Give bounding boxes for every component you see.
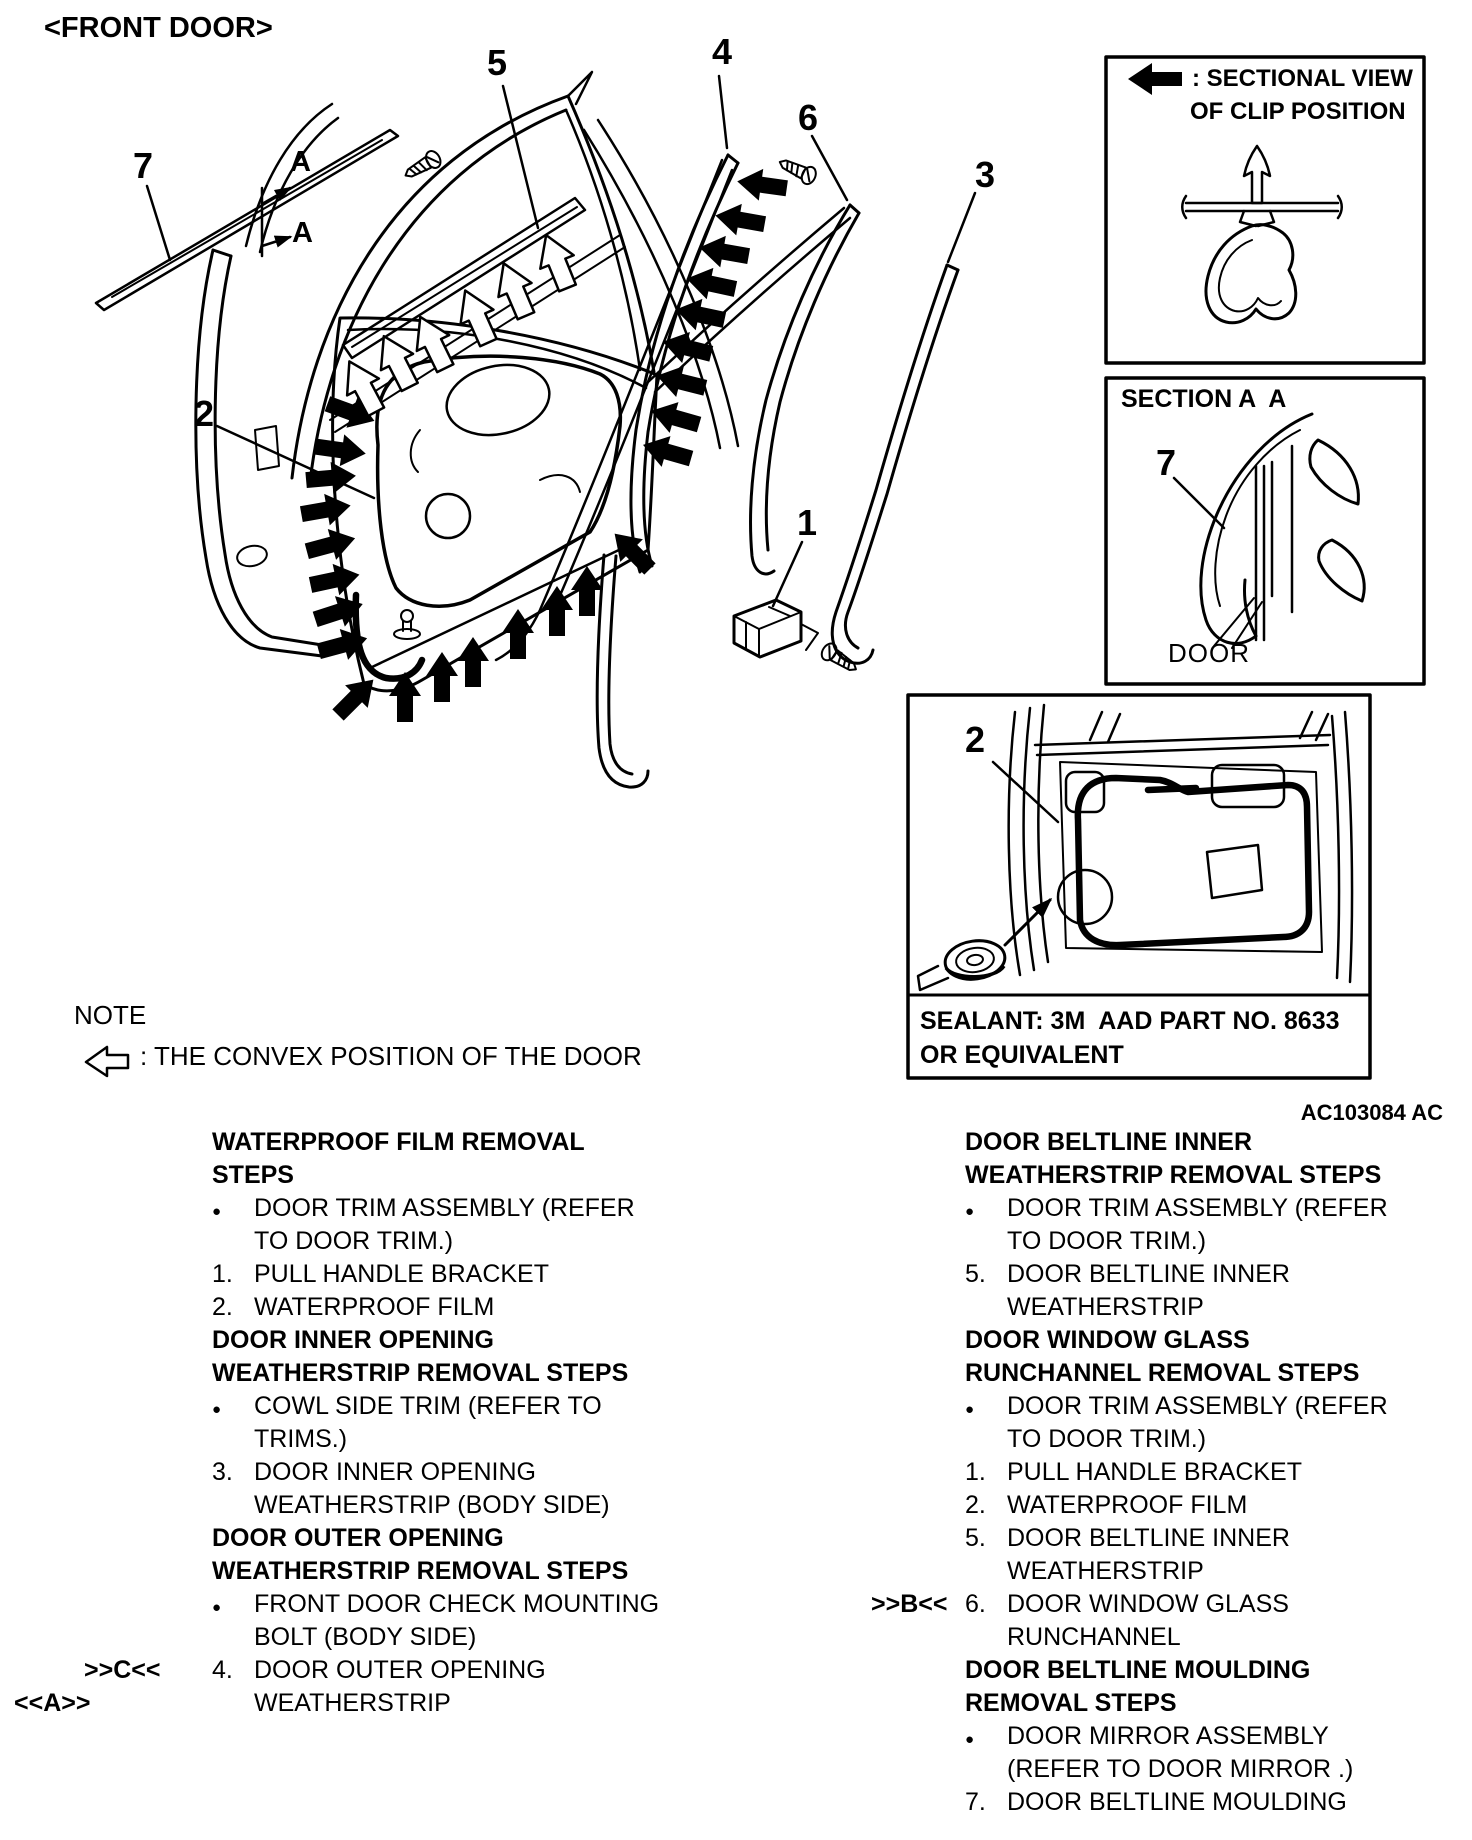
bullet-icon: ● <box>965 1731 975 1748</box>
callout-5: 5 <box>486 42 508 83</box>
step-heading-line <box>212 1324 772 1357</box>
step-line <box>212 1225 772 1258</box>
callout-3: 3 <box>974 154 996 195</box>
step-line <box>212 1390 772 1423</box>
step-line <box>212 1291 772 1324</box>
section-aa-title: SECTION A A <box>1121 385 1287 413</box>
procedure-marker: <<A>> <box>14 1689 91 1717</box>
step-text: TO DOOR TRIM.) <box>1007 1425 1207 1453</box>
step-text: WEATHERSTRIP <box>1007 1293 1204 1321</box>
step-text: WEATHERSTRIP REMOVAL STEPS <box>212 1359 629 1387</box>
section-label-a1: A <box>290 146 311 178</box>
step-text: TRIMS.) <box>254 1425 348 1453</box>
step-line <box>212 1192 772 1225</box>
sealant-caption-line2: OR EQUIVALENT <box>920 1041 1124 1069</box>
bullet-icon: ● <box>212 1401 222 1418</box>
bullet-icon: ● <box>965 1203 975 1220</box>
step-text: DOOR OUTER OPENING <box>212 1524 504 1552</box>
step-heading-line <box>212 1555 772 1588</box>
note-heading: NOTE <box>74 1000 147 1030</box>
clip-legend-line2: OF CLIP POSITION <box>1190 98 1406 125</box>
step-number: 2. <box>965 1491 986 1519</box>
step-text: PULL HANDLE BRACKET <box>254 1260 549 1288</box>
step-number: 1. <box>212 1260 233 1288</box>
step-line <box>212 1456 772 1489</box>
step-line <box>965 1489 1465 1522</box>
step-line <box>965 1192 1465 1225</box>
step-text: DOOR BELTLINE INNER <box>1007 1260 1290 1288</box>
bullet-icon: ● <box>212 1203 222 1220</box>
bullet-icon: ● <box>965 1401 975 1418</box>
step-line <box>965 1555 1465 1588</box>
step-heading-line <box>965 1159 1465 1192</box>
step-heading-line <box>965 1654 1465 1687</box>
door-label: DOOR <box>1168 638 1250 668</box>
step-line <box>965 1390 1465 1423</box>
step-line <box>965 1753 1465 1786</box>
step-heading-line <box>212 1126 772 1159</box>
step-line <box>212 1258 772 1291</box>
convex-arrow-spacer <box>84 1040 130 1072</box>
section-callout-7: 7 <box>1155 442 1177 483</box>
step-text: RUNCHANNEL <box>1007 1623 1181 1651</box>
step-number: 4. <box>212 1656 233 1684</box>
sealant-callout-2: 2 <box>964 719 986 760</box>
procedure-marker: >>C<< <box>84 1656 161 1684</box>
step-text: DOOR TRIM ASSEMBLY (REFER <box>254 1194 635 1222</box>
removal-steps-left-column <box>14 1126 772 1720</box>
step-text: WATERPROOF FILM <box>254 1293 495 1321</box>
lock-stud <box>394 610 420 639</box>
sealant-roll-icon <box>918 937 1007 990</box>
step-text: DOOR BELTLINE INNER <box>965 1128 1253 1156</box>
waterproof-film-part2 <box>377 356 621 606</box>
step-text: WEATHERSTRIP REMOVAL STEPS <box>212 1557 629 1585</box>
callout-4: 4 <box>711 31 733 72</box>
step-text: BOLT (BODY SIDE) <box>254 1623 477 1651</box>
figure-code: AC103084 AC <box>1300 1100 1443 1125</box>
step-text: DOOR BELTLINE MOULDING <box>1007 1788 1347 1816</box>
step-line <box>965 1456 1465 1489</box>
step-heading-line <box>212 1522 772 1555</box>
step-line <box>965 1258 1465 1291</box>
step-text: DOOR TRIM ASSEMBLY (REFER <box>1007 1194 1388 1222</box>
step-heading-line <box>965 1357 1465 1390</box>
door-shell <box>196 104 338 656</box>
procedure-marker: >>B<< <box>871 1590 948 1618</box>
section-label-a2: A <box>292 217 313 249</box>
leader-lines <box>147 76 975 606</box>
step-text: REMOVAL STEPS <box>965 1689 1177 1717</box>
step-line <box>965 1786 1465 1819</box>
step-text: WEATHERSTRIP REMOVAL STEPS <box>965 1161 1382 1189</box>
step-text: DOOR TRIM ASSEMBLY (REFER <box>1007 1392 1388 1420</box>
step-text: DOOR OUTER OPENING <box>254 1656 546 1684</box>
step-text: WEATHERSTRIP <box>1007 1557 1204 1585</box>
step-line <box>871 1588 1465 1621</box>
note-text: : THE CONVEX POSITION OF THE DOOR <box>140 1040 642 1071</box>
step-heading-line <box>965 1324 1465 1357</box>
callout-2: 2 <box>193 393 215 434</box>
step-heading-line <box>965 1126 1465 1159</box>
step-line <box>212 1423 772 1456</box>
sealant-caption-line1: SEALANT: 3M AAD PART NO. 8633 <box>920 1007 1340 1035</box>
callout-6: 6 <box>797 97 819 138</box>
step-text: DOOR WINDOW GLASS <box>965 1326 1250 1354</box>
section-aa-box <box>1106 378 1424 684</box>
step-text: DOOR INNER OPENING <box>212 1326 494 1354</box>
bullet-icon: ● <box>212 1599 222 1616</box>
step-text: FRONT DOOR CHECK MOUNTING <box>254 1590 660 1618</box>
step-number: 6. <box>965 1590 986 1618</box>
step-heading-line <box>212 1159 772 1192</box>
step-number: 7. <box>965 1788 986 1816</box>
step-text: WATERPROOF FILM <box>1007 1491 1248 1519</box>
black-left-arrow-icon <box>1126 62 1184 96</box>
page-title: <FRONT DOOR> <box>44 12 273 44</box>
note-line <box>84 1040 642 1072</box>
step-text: DOOR MIRROR ASSEMBLY <box>1007 1722 1329 1750</box>
step-text: COWL SIDE TRIM (REFER TO <box>254 1392 602 1420</box>
callout-7: 7 <box>132 145 154 186</box>
step-text: TO DOOR TRIM.) <box>1007 1227 1207 1255</box>
removal-steps-right-column <box>871 1126 1465 1819</box>
step-line <box>965 1423 1465 1456</box>
step-text: TO DOOR TRIM.) <box>254 1227 454 1255</box>
front-door-exploded-diagram <box>96 72 975 787</box>
step-number: 1. <box>965 1458 986 1486</box>
step-line <box>965 1225 1465 1258</box>
step-text: RUNCHANNEL REMOVAL STEPS <box>965 1359 1360 1387</box>
step-text: PULL HANDLE BRACKET <box>1007 1458 1302 1486</box>
step-number: 3. <box>212 1458 233 1486</box>
step-text: STEPS <box>212 1161 294 1189</box>
step-text: DOOR BELTLINE MOULDING <box>965 1656 1311 1684</box>
screw-icon <box>401 148 443 183</box>
step-line <box>212 1489 772 1522</box>
step-text: (REFER TO DOOR MIRROR .) <box>1007 1755 1354 1783</box>
step-number: 5. <box>965 1260 986 1288</box>
step-line <box>965 1522 1465 1555</box>
step-text: WEATHERSTRIP (BODY SIDE) <box>254 1491 610 1519</box>
step-text: DOOR WINDOW GLASS <box>1007 1590 1289 1618</box>
callout-1: 1 <box>796 502 818 543</box>
step-text: DOOR BELTLINE INNER <box>1007 1524 1290 1552</box>
inner-opening-weatherstrip-part3 <box>597 265 958 787</box>
step-line <box>965 1720 1465 1753</box>
step-text: WEATHERSTRIP <box>254 1689 451 1717</box>
step-line <box>14 1687 772 1720</box>
step-line <box>965 1621 1465 1654</box>
step-line <box>84 1654 772 1687</box>
step-line <box>212 1621 772 1654</box>
clip-legend-line1: : SECTIONAL VIEW <box>1192 65 1413 92</box>
step-line <box>212 1588 772 1621</box>
clip-legend <box>1126 62 1418 128</box>
step-heading-line <box>212 1357 772 1390</box>
step-heading-line <box>965 1687 1465 1720</box>
pull-handle-bracket-part1 <box>734 600 818 657</box>
step-text: DOOR INNER OPENING <box>254 1458 536 1486</box>
step-number: 2. <box>212 1293 233 1321</box>
step-number: 5. <box>965 1524 986 1552</box>
step-text: WATERPROOF FILM REMOVAL <box>212 1128 585 1156</box>
step-line <box>965 1291 1465 1324</box>
